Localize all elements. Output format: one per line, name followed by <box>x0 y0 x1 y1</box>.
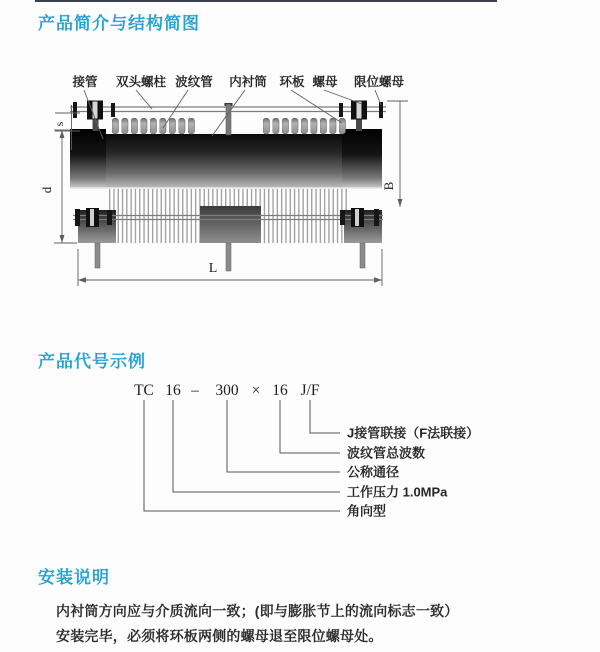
label-pipe-end: 接管 <box>72 75 98 89</box>
b-arrow-bottom <box>398 199 403 207</box>
leader-lines <box>84 90 381 139</box>
l-arrow-right <box>374 277 382 283</box>
callout-connection: J接管联接（F法联接） <box>347 425 480 441</box>
inner-liner-pin <box>225 103 233 135</box>
d-arrow-bottom <box>60 235 65 243</box>
install-note-line: 安装完毕，必须将环板两侧的螺母退至限位螺母处。 <box>56 628 383 644</box>
code-callout-lines <box>144 400 340 511</box>
token-times: × <box>251 382 261 399</box>
right-stud <box>356 118 362 131</box>
callout-angular-type: 角向型 <box>347 503 387 519</box>
code-tokens <box>134 382 320 399</box>
token-pressure: 16 <box>165 382 181 399</box>
left-pipe-flange <box>70 129 106 187</box>
label-nut: 螺母 <box>312 75 338 89</box>
token-connection: J/F <box>300 382 320 399</box>
token-diameter: 300 <box>215 382 239 399</box>
token-type: TC <box>134 382 154 399</box>
callout-working-pressure: 工作压力 1.0MPa <box>347 484 448 500</box>
label-bellows: 波纹管 <box>175 75 213 89</box>
dim-label-b: B <box>381 181 396 191</box>
install-note-line: 内衬筒方向应与介质流向一致；(即与膨胀节上的流向标志一致） <box>56 603 459 619</box>
section-title-install: 安装说明 <box>38 568 110 587</box>
l-arrow-left <box>78 277 86 283</box>
label-double-stud: 双头螺柱 <box>115 75 167 89</box>
product-code-diagram <box>0 378 600 528</box>
bellows-body <box>70 129 382 188</box>
section-title-code: 产品代号示例 <box>38 352 146 371</box>
top-rule <box>35 0 497 2</box>
callout-wave-count: 波纹管总波数 <box>347 445 426 461</box>
right-hanging-rod <box>360 243 365 268</box>
left-hanging-rod <box>95 243 100 268</box>
lower-center-block <box>200 206 261 243</box>
dim-label-l: L <box>208 261 218 276</box>
dim-label-d: d <box>39 186 54 194</box>
token-dash: – <box>191 382 199 399</box>
expansion-joint-structure-diagram <box>0 60 600 305</box>
part-labels <box>71 74 404 89</box>
dim-label-s: s <box>52 121 66 127</box>
right-pipe-flange <box>342 129 382 187</box>
section-title-intro: 产品简介与结构简图 <box>38 14 200 33</box>
callout-nominal-diameter: 公称通径 <box>347 464 400 480</box>
label-inner-liner: 内衬筒 <box>229 75 267 89</box>
center-hanging-rod <box>226 243 231 271</box>
label-ring-plate: 环板 <box>279 75 305 89</box>
label-limit-nut: 限位螺母 <box>353 75 405 89</box>
token-waves: 16 <box>272 382 288 399</box>
code-callout-labels <box>347 426 479 519</box>
